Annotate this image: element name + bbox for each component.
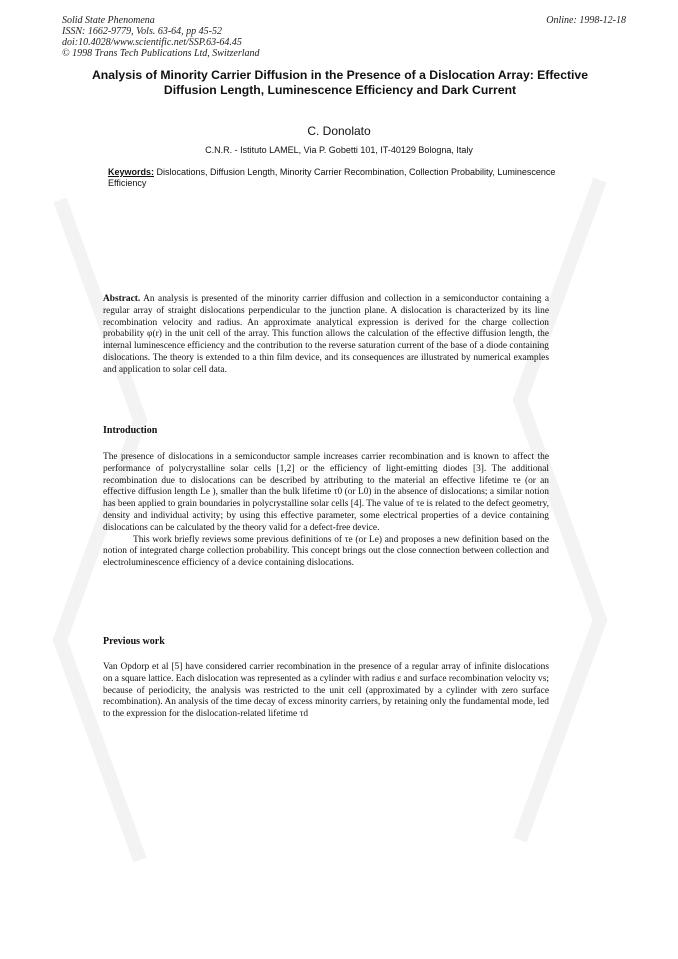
keywords: [108, 167, 558, 188]
paper-author: C. Donolato: [307, 124, 371, 138]
introduction-paragraph-1: The presence of dislocations in a semiconductor sample increases carrier recombination and is known to affect the performance of polycrystalline solar cells [1,2] or the efficiency of light-emitting diodes [3]. The additional recombination due to dislocations can be described by attributing to the material an effective lifetime τe (or an effective diffusion length Le ), smaller than the bulk lifetime τ0 (or L0) in the absence of dislocations; a similar notion has been applied to grain boundaries in polycrystalline solar cells [4]. The value of τe is related to the defect geometry, density and individual activity; by using this effective parameter, some electrical properties of a device containing dislocations can be calculated by the theory valid for a defect-free device.: [103, 452, 549, 533]
previous-work-body: [103, 662, 549, 721]
journal-doi[interactable]: doi:10.4028/www.scientific.net/SSP.63-64.45: [62, 37, 242, 48]
previous-work-heading: Previous work: [103, 636, 165, 647]
journal-issn: ISSN: 1662-9779, Vols. 63-64, pp 45-52: [62, 26, 222, 37]
journal-copyright: © 1998 Trans Tech Publications Ltd, Switzerland: [62, 48, 260, 59]
previous-work-paragraph-1: Van Opdorp et al [5] have considered carrier recombination in the presence of a regular array of infinite dislocations on a square lattice. Each dislocation was represented as a cylinder with radius ε and surface recombination velocity vs; because of periodicity, the analysis was restricted to the unit cell (approximated by a cylinder with zero surface recombination). An analysis of the time decay of excess minority carriers, by retaining only the fundamental mode, led to the expression for the dislocation-related lifetime τd: [103, 662, 549, 720]
abstract-label: Abstract.: [103, 294, 141, 304]
author-affiliation: C.N.R. - Istituto LAMEL, Via P. Gobetti 101, IT-40129 Bologna, Italy: [205, 145, 473, 155]
introduction-paragraph-2: This work briefly reviews some previous definitions of τe (or Le) and proposes a new definition based on the notion of integrated charge collection probability. This concept brings out the close connection between collection and electroluminescence efficiency of a device containing dislocations.: [103, 534, 549, 569]
keywords-text: Dislocations, Diffusion Length, Minority Carrier Recombination, Collection Probability, Luminescence Efficiency: [108, 167, 556, 188]
introduction-body: [103, 452, 549, 570]
abstract-text: An analysis is presented of the minority carrier diffusion and collection in a semiconductor containing a regular array of straight dislocations perpendicular to the junction plane. A dislocation is characterized by its line recombination velocity and radius. An approximate analytical expression is derived for the charge collection probability φ(r) in the unit cell of the array. This function allows the calculation of the effective diffusion length, the internal luminescence efficiency and the contribution to the reverse saturation current of the base of a diode containing dislocations. The theory is extended to a thin film device, and its consequences are illustrated by numerical examples and application to solar cell data.: [103, 294, 550, 375]
introduction-heading: Introduction: [103, 425, 158, 436]
abstract: [103, 294, 549, 377]
paper-title: Analysis of Minority Carrier Diffusion in the Presence of a Dislocation Array: Effective Diffusion Length, Luminescence Efficiency and Dark Current: [92, 68, 588, 97]
keywords-label: Keywords:: [108, 167, 155, 177]
journal-header: [62, 15, 626, 59]
online-date: Online: 1998-12-18: [546, 15, 626, 26]
journal-name: Solid State Phenomena: [62, 15, 155, 26]
